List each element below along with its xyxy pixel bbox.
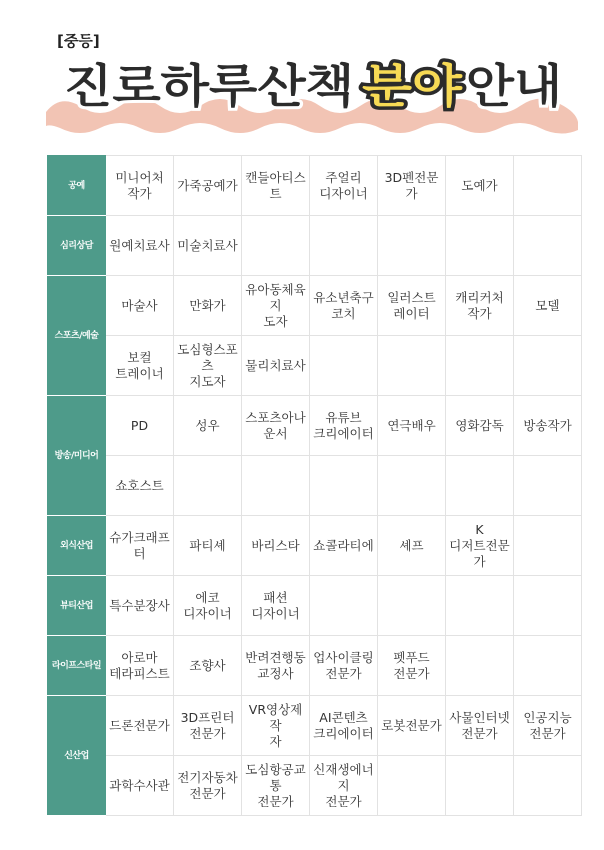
table-row (48, 276, 582, 336)
level-tag: [중등] (57, 32, 100, 50)
career-table-body (48, 156, 582, 816)
empty-cell (378, 756, 446, 816)
job-cell: 만화가 (174, 276, 242, 336)
job-cell: 미술치료사 (174, 216, 242, 276)
title-end: 안내 (466, 59, 562, 113)
job-cell: 쇼콜라티에 (310, 516, 378, 576)
job-cell: 미니어처 작가 (106, 156, 174, 216)
empty-cell (514, 156, 582, 216)
job-cell: 드론전문가 (106, 696, 174, 756)
career-table (47, 155, 582, 816)
empty-cell (514, 216, 582, 276)
job-cell: 도심형스포츠 지도자 (174, 336, 242, 396)
job-cell: 방송작가 (514, 396, 582, 456)
job-cell: 쇼호스트 (106, 456, 174, 516)
table-row (48, 396, 582, 456)
table-row (48, 156, 582, 216)
table-row (48, 516, 582, 576)
table-row (48, 456, 582, 516)
empty-cell (378, 336, 446, 396)
table-row (48, 336, 582, 396)
category-label: 뷰티산업 (48, 576, 106, 636)
empty-cell (514, 636, 582, 696)
job-cell: 일러스트 레이터 (378, 276, 446, 336)
empty-cell (514, 336, 582, 396)
empty-cell (310, 456, 378, 516)
job-cell: 마술사 (106, 276, 174, 336)
job-cell: 인공지능 전문가 (514, 696, 582, 756)
empty-cell (310, 576, 378, 636)
empty-cell (446, 636, 514, 696)
empty-cell (378, 576, 446, 636)
table-row (48, 216, 582, 276)
job-cell: 도심항공교통 전문가 (242, 756, 310, 816)
job-cell: 사물인터넷 전문가 (446, 696, 514, 756)
table-row (48, 696, 582, 756)
job-cell: 물리치료사 (242, 336, 310, 396)
title-main: 진로하루산책 (64, 59, 354, 113)
empty-cell (514, 516, 582, 576)
job-cell: 캔들아티스 트 (242, 156, 310, 216)
empty-cell (310, 336, 378, 396)
job-cell: 모델 (514, 276, 582, 336)
job-cell: 셰프 (378, 516, 446, 576)
title-highlight: 분야 (362, 59, 463, 113)
job-cell: AI콘텐츠 크리에이터 (310, 696, 378, 756)
empty-cell (446, 576, 514, 636)
job-cell: 원예치료사 (106, 216, 174, 276)
job-cell: 스포츠아나 운서 (242, 396, 310, 456)
job-cell: 아로마 테라피스트 (106, 636, 174, 696)
job-cell: VR영상제작 자 (242, 696, 310, 756)
empty-cell (514, 576, 582, 636)
empty-cell (446, 336, 514, 396)
job-cell: 특수분장사 (106, 576, 174, 636)
job-cell: 반려견행동 교정사 (242, 636, 310, 696)
empty-cell (446, 456, 514, 516)
job-cell: 에코 디자이너 (174, 576, 242, 636)
job-cell: 펫푸드 전문가 (378, 636, 446, 696)
job-cell: 유아동체육지 도자 (242, 276, 310, 336)
job-cell: PD (106, 396, 174, 456)
category-label: 신산업 (48, 696, 106, 816)
empty-cell (242, 456, 310, 516)
job-cell: 연극배우 (378, 396, 446, 456)
empty-cell (446, 216, 514, 276)
category-label: 심리상담 (48, 216, 106, 276)
job-cell: 도예가 (446, 156, 514, 216)
job-cell: 보컬 트레이너 (106, 336, 174, 396)
job-cell: 성우 (174, 396, 242, 456)
job-cell: 유소년축구 코치 (310, 276, 378, 336)
job-cell: 패션 디자이너 (242, 576, 310, 636)
job-cell: 업사이클링 전문가 (310, 636, 378, 696)
job-cell: 3D프린터 전문가 (174, 696, 242, 756)
job-cell: K 디저트전문 가 (446, 516, 514, 576)
empty-cell (378, 216, 446, 276)
category-label: 외식산업 (48, 516, 106, 576)
empty-cell (310, 216, 378, 276)
empty-cell (514, 456, 582, 516)
job-cell: 영화감독 (446, 396, 514, 456)
empty-cell (446, 756, 514, 816)
empty-cell (174, 456, 242, 516)
table-row (48, 636, 582, 696)
table-row (48, 756, 582, 816)
table-row (48, 576, 582, 636)
job-cell: 바리스타 (242, 516, 310, 576)
job-cell: 슈가크래프 터 (106, 516, 174, 576)
job-cell: 주얼리 디자이너 (310, 156, 378, 216)
job-cell: 과학수사관 (106, 756, 174, 816)
job-cell: 유튜브 크리에이터 (310, 396, 378, 456)
job-cell: 파티셰 (174, 516, 242, 576)
job-cell: 3D펜전문가 (378, 156, 446, 216)
category-label: 라이프스타일 (48, 636, 106, 696)
title-banner-graphic (46, 46, 578, 138)
job-cell: 로봇전문가 (378, 696, 446, 756)
title-banner (46, 46, 578, 138)
empty-cell (514, 756, 582, 816)
category-label: 방송/미디어 (48, 396, 106, 516)
job-cell: 가죽공예가 (174, 156, 242, 216)
empty-cell (242, 216, 310, 276)
job-cell: 캐리커처 작가 (446, 276, 514, 336)
category-label: 공예 (48, 156, 106, 216)
empty-cell (378, 456, 446, 516)
job-cell: 신재생에너지 전문가 (310, 756, 378, 816)
job-cell: 조향사 (174, 636, 242, 696)
job-cell: 전기자동차 전문가 (174, 756, 242, 816)
category-label: 스포츠/예술 (48, 276, 106, 396)
